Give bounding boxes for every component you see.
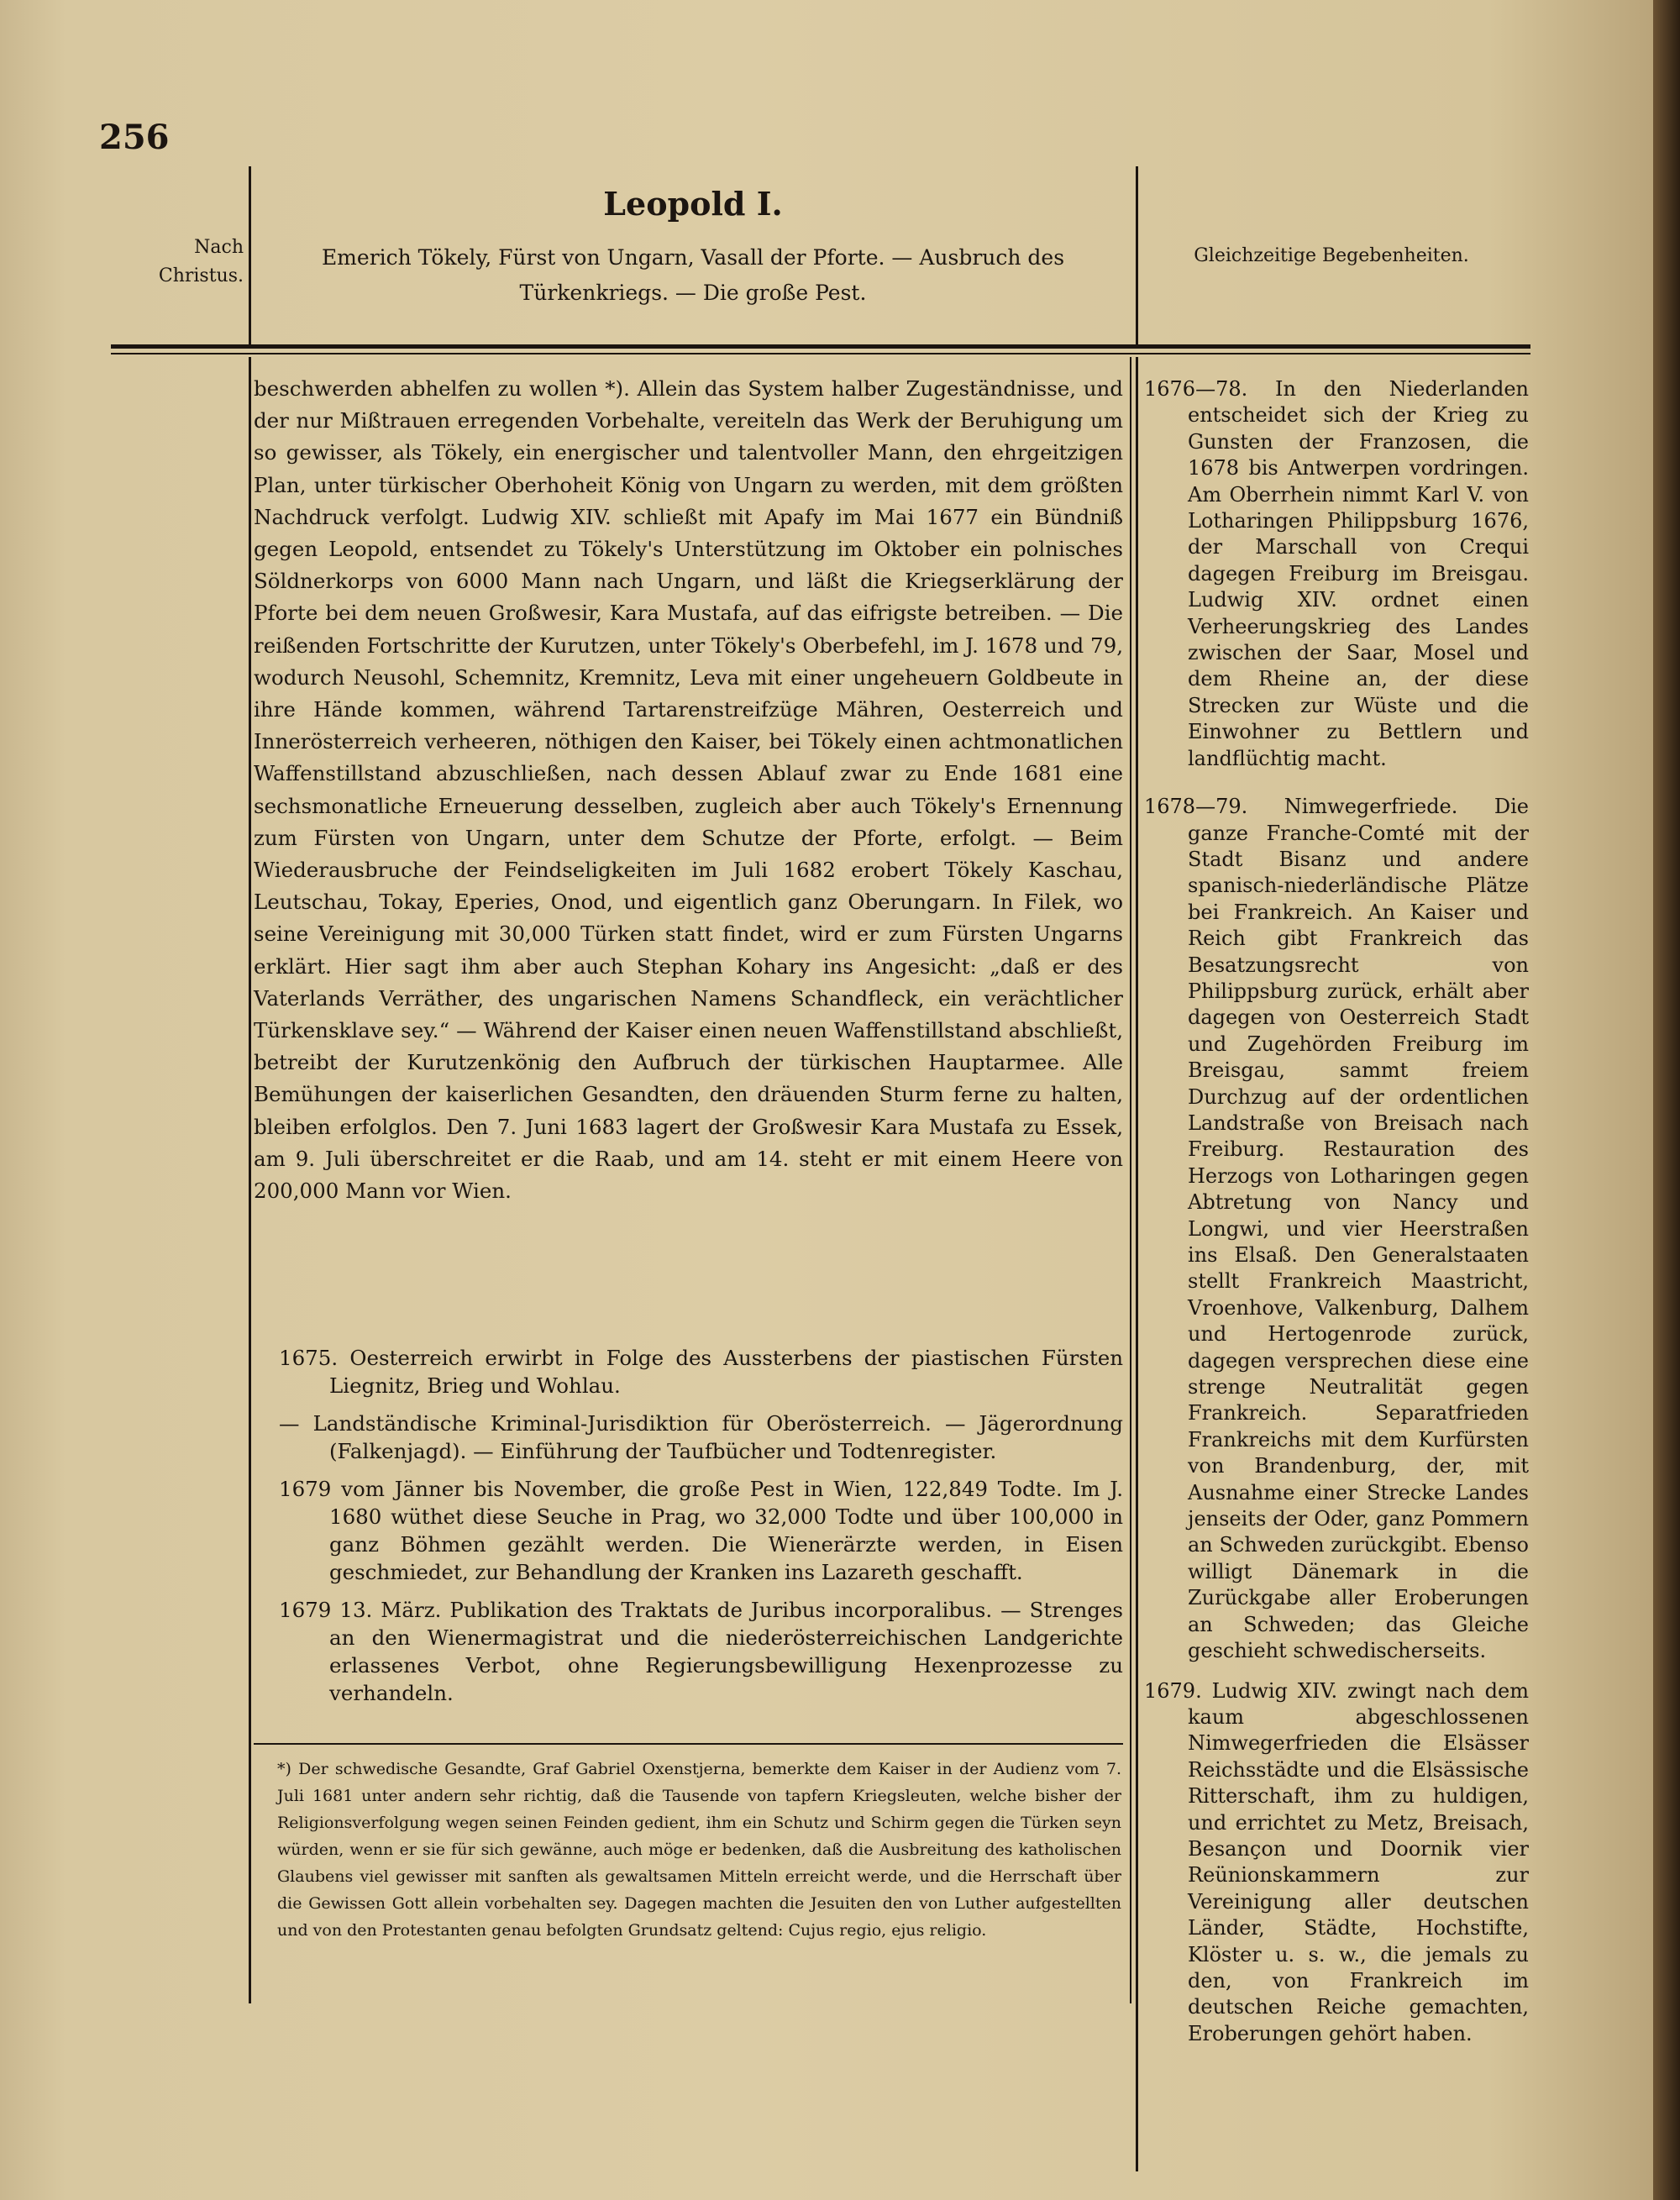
footnote: *) Der schwedische Gesandte, Graf Gabriel Oxenstjerna, bemerkte dem Kaiser in der Audienz vom 7. Juli 1681 unter andern sehr richtig, daß die Tausende von tapfern Kriegsleuten, welche bisher der Religionsverfolgung wegen seinen Feinden gedient, ihm ein Schutz und Schirm gegen die Türken seyn würden, wenn er sie für sich gewänne, auch möge er bedenken, daß die Ausbreitung des katholischen Glaubens viel gewisser mit sanften als gewaltsamen Mitteln erreicht werde, und die Herrschaft über die Gewissen Gott allein vorbehalten sey. Dagegen machten die Jesuiten den von Luther aufgestellten und von den Protestanten genau befolgten Grundsatz geltend: Cujus regio, ejus religio. — [277, 1760, 1121, 1940]
entry-year: — — [279, 1411, 300, 1436]
chronology-entry — [254, 1596, 1123, 1707]
entry-year: 1679 — [279, 1477, 332, 1501]
entry-year: 1679 — [279, 1598, 332, 1622]
side-entry — [1144, 376, 1529, 772]
side-entry-text: Nimwegerfriede. Die ganze Franche-Comté mit der Stadt Bisanz und andere spanisch-niederländische Plätze bei Frankreich. An Kaiser und Reich gibt Frankreich das Besatzungsrecht von Philippsburg zurück, erhält aber dagegen von Oesterreich Stadt und Zugehörden Freiburg im Breisgau, sammt freiem Durchzug auf der ordentlichen Landstraße von Breisach nach Freiburg. Restauration des Herzogs von Lotharingen gegen Abtretung von Nancy und Longwi, und vier Heerstraßen ins Elsaß. Den Generalstaaten stellt Frankreich Maastricht, Vroenhove, Valkenburg, Dalhem und Hertogenrode zurück, dagegen versprechen diese eine strenge Neutralität gegen Frankreich. Separatfrieden Frankreichs mit dem Kurfürsten von Brandenburg, der, mit Ausnahme einer Strecke Landes jenseits der Oder, ganz Pommern an Schweden zurückgibt. Ebenso willigt Dänemark in die Zurückgabe aller Eroberungen an Schweden; das Gleiche geschieht schwedischerseits. — [1188, 795, 1529, 1663]
column-header-date: Nach Christus. — [158, 237, 244, 286]
entry-year: 1675. — [279, 1346, 339, 1370]
chronology-entries — [254, 1344, 1123, 1717]
header-rule-thin — [111, 353, 1530, 354]
footnote-rule — [254, 1743, 1123, 1745]
side-entry-text: Ludwig XIV. zwingt nach dem kaum abgeschlossenen Nimwegerfrieden die Elsässer Reichsstädte und die Elsässische Ritterschaft, ihm zu huldigen, und errichtet zu Metz, Breisach, Besançon und Doornik vier Reünionskammern zur Vereinigung aller deutschen Länder, Städte, Hochstifte, Klöster u. s. w., die jemals zu den, von Frankreich im deutschen Reiche gemachten, Eroberungen gehört haben. — [1188, 1678, 1529, 2045]
entry-text: Oesterreich erwirbt in Folge des Aussterbens der piastischen Fürsten Liegnitz, Brieg und Wohlau. — [329, 1346, 1124, 1398]
header-divider-right — [1136, 166, 1138, 344]
column-divider-left — [249, 357, 251, 2003]
entry-text: 13. März. Publikation des Traktats de Juribus incorporalibus. — Strenges an den Wienermagistrat und die niederösterreichischen Landgerichte erlassenes Verbot, ohne Regierungsbewilligung Hexenprozesse zu verhandeln. — [329, 1598, 1123, 1705]
column-divider-left-end — [1130, 357, 1131, 2003]
entry-text: vom Jänner bis November, die große Pest in Wien, 122,849 Todte. Im J. 1680 wüthet diese Seuche in Prag, wo 32,000 Todte und über 100,000 in ganz Böhmen gezählt werden. Die Wienerärzte werden, in Eisen geschmiedet, zur Behandlung der Kranken ins Lazareth geschafft. — [329, 1477, 1123, 1584]
side-column — [1144, 376, 1529, 2047]
side-entry — [1144, 1678, 1529, 2048]
side-entry-year: 1676—78. — [1144, 377, 1248, 401]
main-text: beschwerden abhelfen zu wollen *). Allein das System halber Zugeständnisse, und der nur Mißtrauen erregenden Vorbehalte, vereiteln das Werk der Beruhigung um so gewisser, als Tökely, ein energischer und talentvoller Mann, den ehrgeitzigen Plan, unter türkischer Oberhoheit König von Ungarn zu werden, mit dem größten Nachdruck verfolgt. Ludwig XIV. schließt mit Apafy im Mai 1677 ein Bündniß gegen Leopold, entsendet zu Tökely's Unterstützung im Oktober ein polnisches Söldnerkorps von 6000 Mann nach Ungarn, und läßt die Kriegserklärung der Pforte bei dem neuen Großwesir, Kara Mustafa, auf das eifrigste betreiben. — Die reißenden Fortschritte der Kurutzen, unter Tökely's Oberbefehl, im J. 1678 und 79, wodurch Neusohl, Schemnitz, Kremnitz, Leva mit einer ungeheuern Goldbeute in ihre Hände kommen, während Tartarenstreifzüge Mähren, Oesterreich und Innerösterreich verheeren, nöthigen den Kaiser, bei Tökely einen achtmonatlichen Waffenstillstand abzuschließen, nach dessen Ablauf zwar zu Ende 1681 eine sechsmonatliche Erneuerung desselben, zugleich aber auch Tökely's Ernennung zum Fürsten von Ungarn, unter dem Schutze der Pforte, erfolgt. — Beim Wiederausbruche der Feindseligkeiten im Juli 1682 erobert Tökely Kaschau, Leutschau, Tokay, Eperies, Onod, und eigentlich ganz Oberungarn. In Filek, wo seine Vereinigung mit 30,000 Türken statt findet, wird er zum Fürsten Ungarns erklärt. Hier sagt ihm aber auch Stephan Kohary ins Angesicht: „daß er des Vaterlands Verräther, des ungarischen Namens Schandfleck, ein verächtlicher Türkensklave sey.“ — Während der Kaiser einen neuen Waffenstillstand abschließt, betreibt der Kurutzenkönig den Aufbruch der türkischen Hauptarmee. Alle Bemühungen der kaiserlichen Gesandten, den dräuenden Sturm ferne zu halten, bleiben erfolglos. Den 7. Juni 1683 lagert der Großwesir Kara Mustafa zu Essek, am 9. Juli überschreitet er die Raab, und am 14. steht er mit einem Heere von 200,000 Mann vor Wien. — [254, 376, 1123, 1204]
page-title: Leopold I. — [603, 185, 783, 223]
chronology-entry — [254, 1410, 1123, 1465]
side-entry-text: In den Niederlanden entscheidet sich der Krieg zu Gunsten der Franzosen, die 1678 bis Antwerpen vordringen. Am Oberrhein nimmt Karl V. von Lotharingen Philippsburg 1676, der Marschall von Crequi dagegen Freiburg im Breisgau. Ludwig XIV. ordnet einen Verheerungskrieg des Landes zwischen der Saar, Mosel und dem Rheine an, der diese Strecken zur Wüste und die Einwohner zu Bettlern und landflüchtig macht. — [1188, 377, 1529, 770]
side-entry — [1144, 794, 1529, 1664]
header-divider-left — [249, 166, 251, 344]
chronology-entry — [254, 1475, 1123, 1586]
entry-text: Landständische Kriminal-Jurisdiktion für Oberösterreich. — Jägerordnung (Falkenjagd). — Einführung der Taufbücher und Todtenregister. — [312, 1411, 1123, 1463]
page-subtitle: Emerich Tökely, Fürst von Ungarn, Vasall der Pforte. — Ausbruch des Türkenkriegs. — Die große Pest. — [321, 245, 1065, 305]
column-header-contemporary: Gleichzeitige Begebenheiten. — [1194, 245, 1469, 266]
header-rule — [111, 344, 1530, 349]
chronology-entry — [254, 1344, 1123, 1399]
side-entry-year: 1678—79. — [1144, 795, 1248, 819]
side-entry-year: 1679. — [1144, 1678, 1202, 1703]
book-binding — [1653, 0, 1680, 2200]
page-number: 256 — [99, 118, 170, 157]
column-divider-right — [1136, 357, 1138, 2171]
